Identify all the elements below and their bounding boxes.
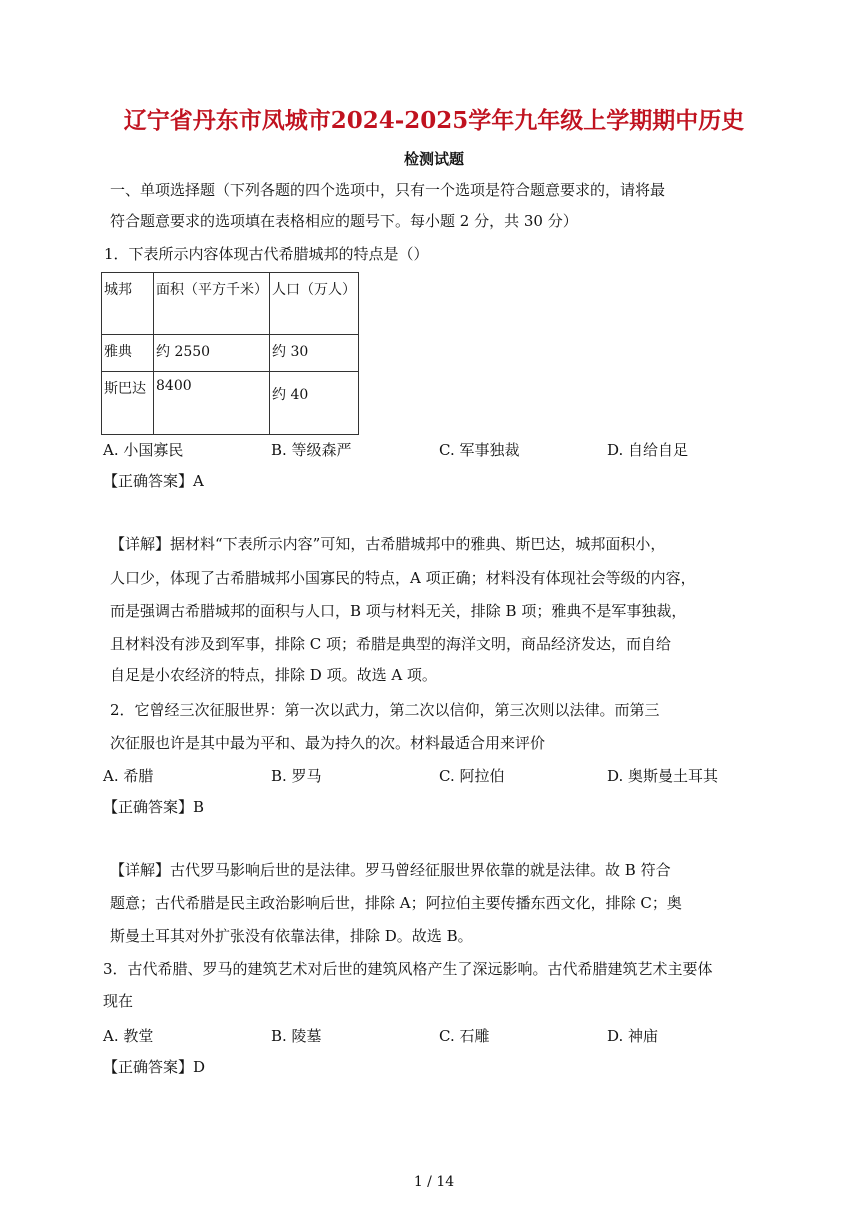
q2-stem-line: 2．它曾经三次征服世界：第一次以武力，第二次以信仰，第三次则以法律。而第三 bbox=[110, 701, 660, 719]
q2-option-d: D. 奥斯曼土耳其 bbox=[607, 767, 719, 785]
q2-option-c: C. 阿拉伯 bbox=[439, 767, 505, 785]
q1-table-cell: 雅典 bbox=[102, 335, 154, 372]
q1-table-header: 面积（平方千米） bbox=[154, 273, 270, 335]
q1-table-cell: 斯巴达 bbox=[102, 372, 154, 435]
q1-detail-line: 自足是小农经济的特点，排除 D 项。故选 A 项。 bbox=[110, 666, 437, 684]
q2-option-a: A. 希腊 bbox=[103, 767, 154, 785]
q3-stem-line: 3．古代希腊、罗马的建筑艺术对后世的建筑风格产生了深远影响。古代希腊建筑艺术主要体 bbox=[103, 960, 713, 978]
q1-detail-line: 【详解】据材料“下表所示内容”可知，古希腊城邦中的雅典、斯巴达，城邦面积小， bbox=[110, 535, 666, 553]
section-heading-line-1: 一、单项选择题（下列各题的四个选项中，只有一个选项是符合题意要求的，请将最 bbox=[110, 181, 666, 199]
page-number: 1 / 14 bbox=[413, 1174, 455, 1190]
q1-option-c: C. 军事独裁 bbox=[439, 441, 520, 459]
q2-answer: 【正确答案】B bbox=[103, 798, 205, 816]
q1-table-header: 人口（万人） bbox=[270, 273, 359, 335]
section-heading-line-2: 符合题意要求的选项填在表格相应的题号下。每小题 2 分，共 30 分） bbox=[110, 212, 578, 230]
q1-table-cell: 约 2550 bbox=[154, 335, 270, 372]
q1-option-b: B. 等级森严 bbox=[271, 441, 352, 459]
document-subtitle: 检测试题 bbox=[403, 150, 464, 168]
q2-stem-line: 次征服也许是其中最为平和、最为持久的次。材料最适合用来评价 bbox=[110, 734, 546, 752]
q3-answer: 【正确答案】D bbox=[103, 1058, 206, 1076]
q2-detail-line: 题意；古代希腊是民主政治影响后世，排除 A；阿拉伯主要传播东西文化，排除 C；奥 bbox=[110, 894, 682, 912]
q1-table-cell: 8400 bbox=[154, 372, 270, 435]
q1-answer: 【正确答案】A bbox=[103, 472, 204, 490]
q1-table bbox=[101, 272, 359, 435]
q3-stem-line: 现在 bbox=[103, 992, 134, 1010]
q1-option-a: A. 小国寡民 bbox=[103, 441, 184, 459]
q2-detail-line: 【详解】古代罗马影响后世的是法律。罗马曾经征服世界依靠的就是法律。故 B 符合 bbox=[110, 861, 671, 879]
q1-table-header: 城邦 bbox=[102, 273, 154, 335]
document-title: 辽宁省丹东市凤城市2024-2025学年九年级上学期期中历史 bbox=[123, 107, 745, 134]
q1-table-cell: 约 40 bbox=[270, 372, 359, 435]
q1-option-d: D. 自给自足 bbox=[607, 441, 689, 459]
q2-option-b: B. 罗马 bbox=[271, 767, 322, 785]
q1-stem: 1．下表所示内容体现古代希腊城邦的特点是（） bbox=[104, 245, 429, 263]
q3-option-c: C. 石雕 bbox=[439, 1027, 490, 1045]
q3-option-d: D. 神庙 bbox=[607, 1027, 659, 1045]
q2-detail-line: 斯曼土耳其对外扩张没有依靠法律，排除 D。故选 B。 bbox=[110, 927, 473, 945]
q1-detail-line: 而是强调古希腊城邦的面积与人口，B 项与材料无关，排除 B 项；雅典不是军事独裁， bbox=[110, 602, 687, 620]
q1-table-cell: 约 30 bbox=[270, 335, 359, 372]
q1-detail-line: 且材料没有涉及到军事，排除 C 项；希腊是典型的海洋文明，商品经济发达，而自给 bbox=[110, 635, 672, 653]
q1-detail-line: 人口少，体现了古希腊城邦小国寡民的特点，A 项正确；材料没有体现社会等级的内容， bbox=[110, 569, 696, 587]
q3-option-b: B. 陵墓 bbox=[271, 1027, 322, 1045]
q3-option-a: A. 教堂 bbox=[103, 1027, 154, 1045]
